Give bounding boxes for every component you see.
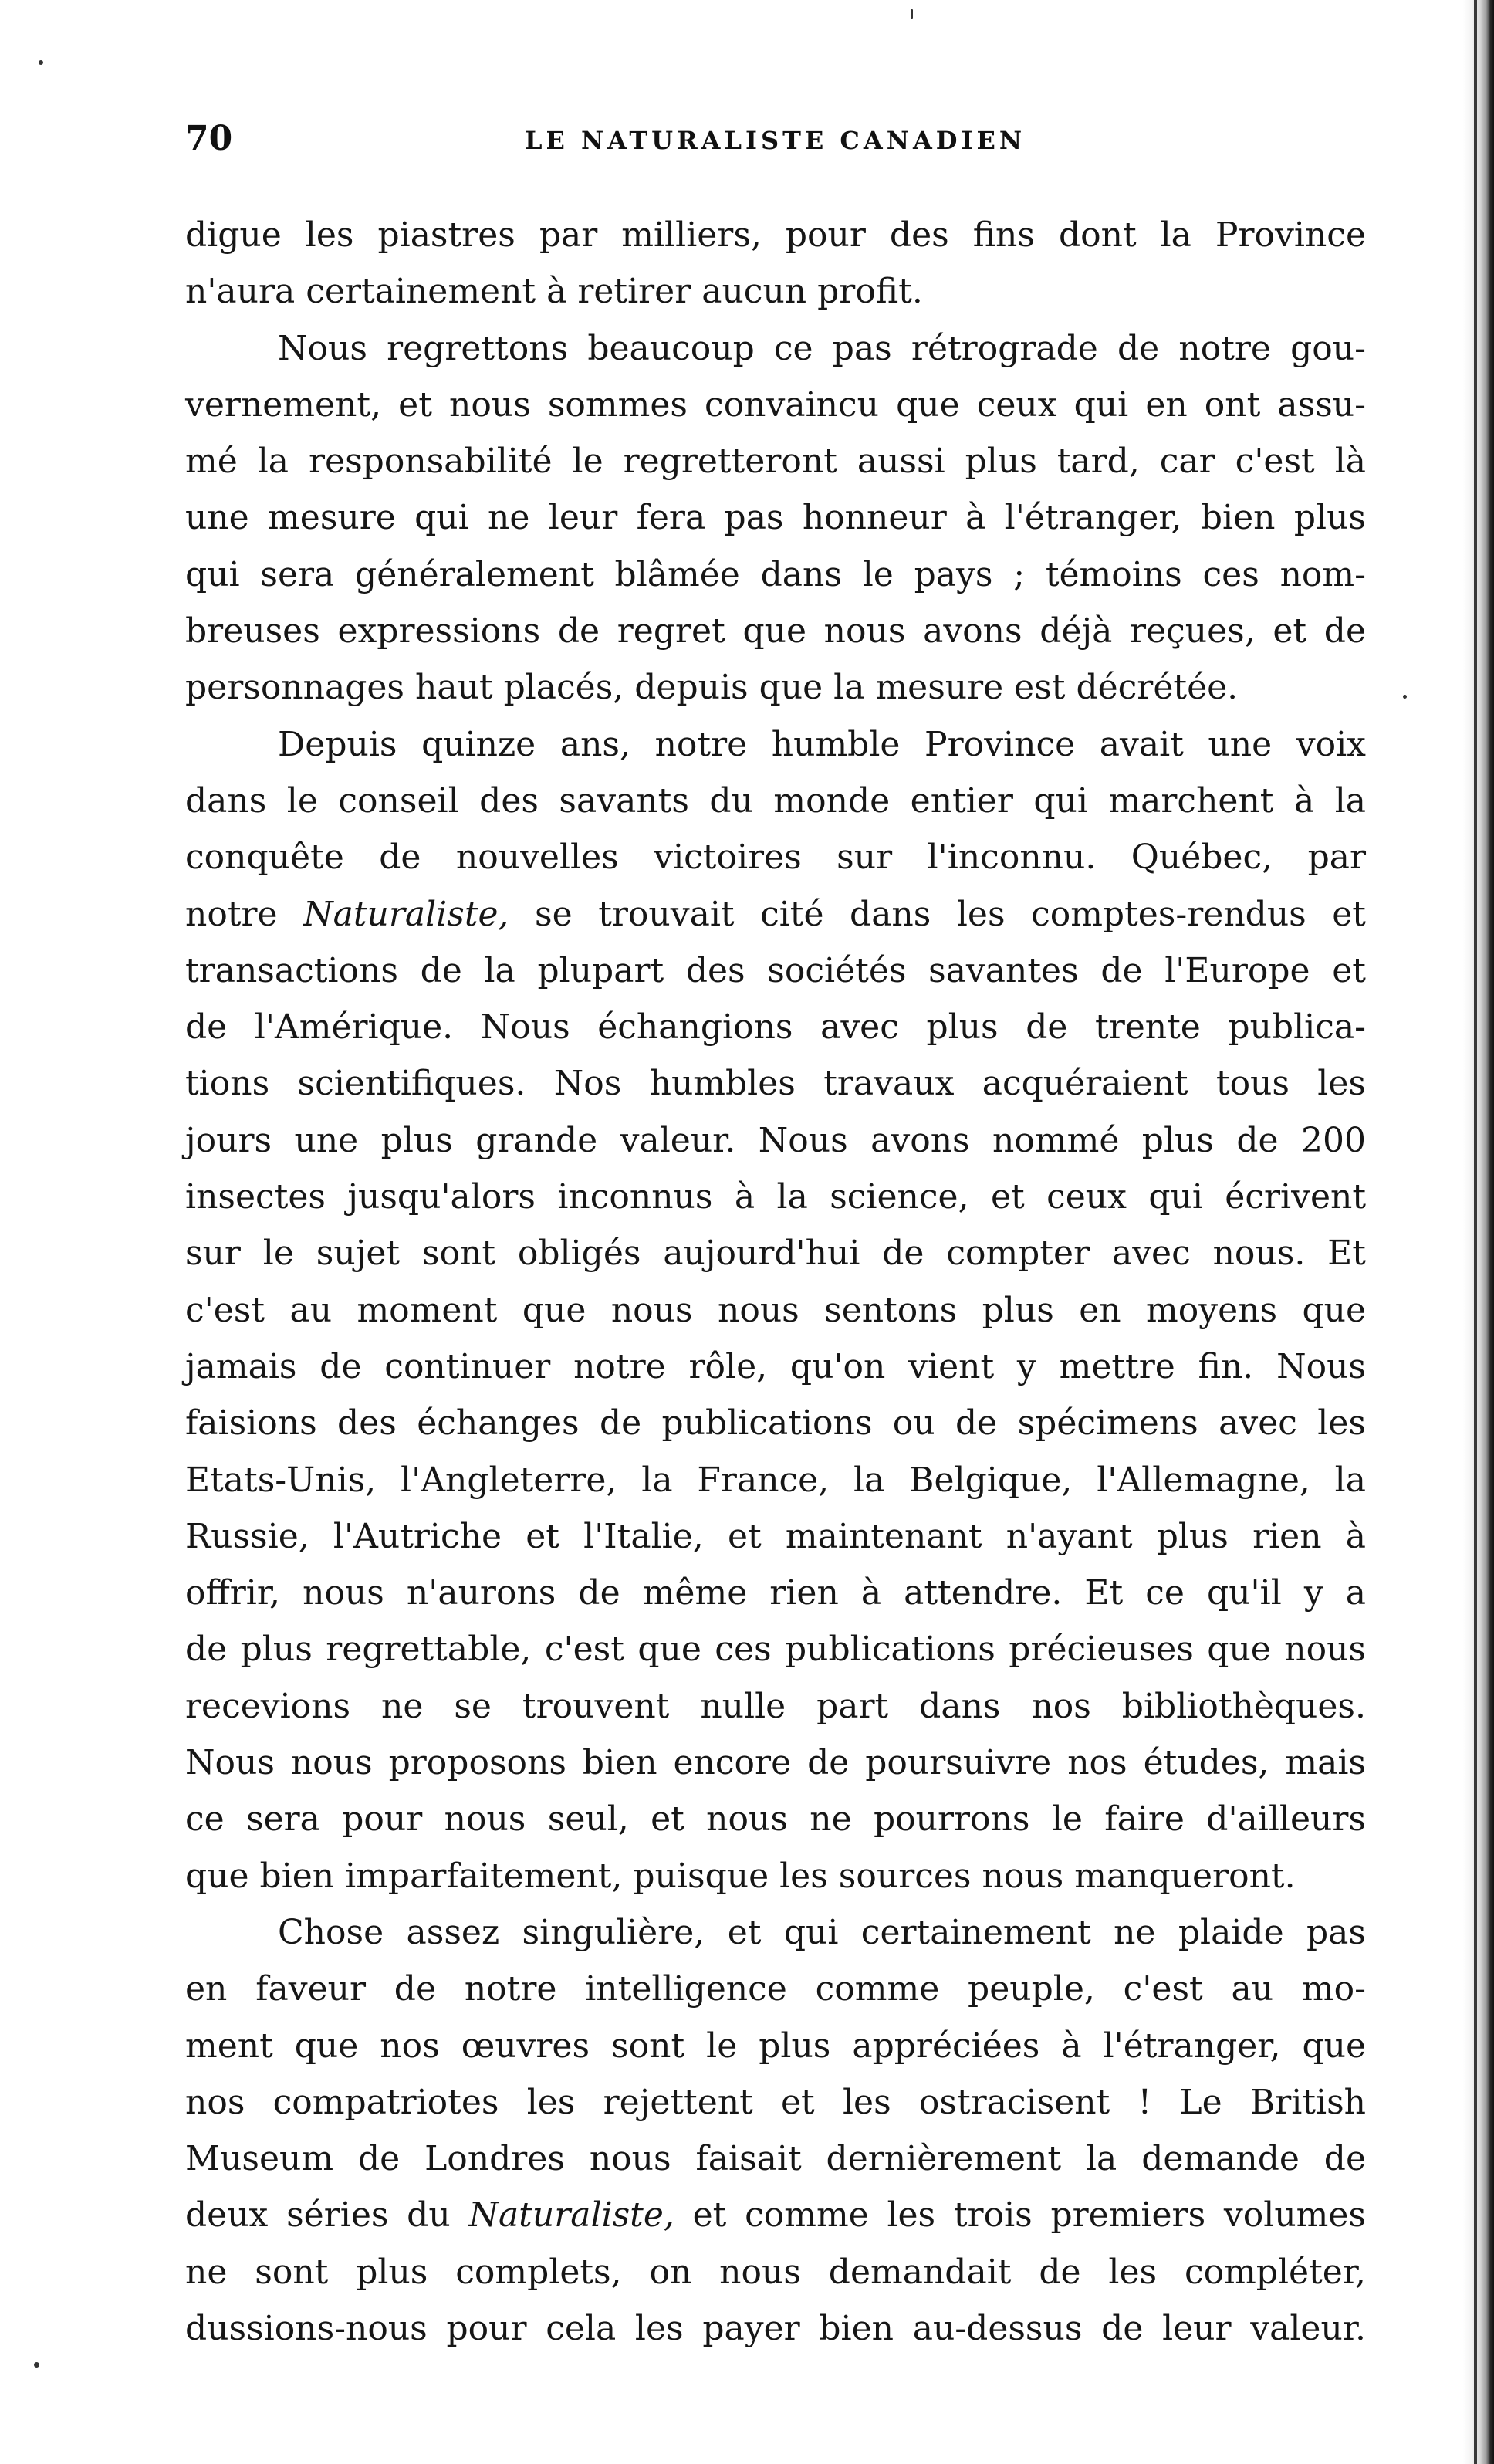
text-line: Nous regrettons beaucoup ce pas rétrograde de notre gou- (278, 328, 1366, 368)
scan-speck (911, 9, 913, 19)
text-line: offrir, nous n'aurons de même rien à attendre. Et ce qu'il y a (185, 1573, 1366, 1613)
text-line: dussions-nous pour cela les payer bien au-dessus de leur valeur. (185, 2308, 1366, 2348)
text-line: Russie, l'Autriche et l'Italie, et maintenant n'ayant plus rien à (185, 1516, 1366, 1556)
text-line: faisions des échanges de publications ou de spécimens avec les (185, 1403, 1366, 1444)
text-line: Museum de Londres nous faisait dernièrement la demande de (185, 2139, 1366, 2179)
text-line: n'aura certainement à retirer aucun profit. (185, 272, 923, 312)
text-line: sur le sujet sont obligés aujourd'hui de compter avec nous. Et (185, 1234, 1366, 1274)
body-text (185, 207, 1366, 2357)
text-line: insectes jusqu'alors inconnus à la science, et ceux qui écrivent (185, 1177, 1366, 1217)
text-line: vernement, et nous sommes convaincu que ceux qui en ont assu- (185, 384, 1366, 425)
text-line: ne sont plus complets, on nous demandait de les compléter, (185, 2252, 1366, 2292)
text-line: Nous nous proposons bien encore de poursuivre nos études, mais (185, 1743, 1366, 1783)
text-line: Depuis quinze ans, notre humble Province avait une voix (278, 724, 1366, 764)
page-number: 70 (185, 119, 233, 158)
text-line: breuses expressions de regret que nous avons déjà reçues, et de (185, 611, 1366, 652)
binding-line (1474, 0, 1477, 2464)
text-line: de l'Amérique. Nous échangions avec plus de trente publica- (185, 1007, 1366, 1048)
scan-speck (39, 60, 43, 65)
text-line: dans le conseil des savants du monde entier qui marchent à la (185, 780, 1366, 821)
binding-edge (1463, 0, 1494, 2464)
running-head: LE NATURALISTE CANADIEN (525, 126, 1026, 155)
text-line: une mesure qui ne leur fera pas honneur à l'étranger, bien plus (185, 498, 1366, 538)
text-line: jours une plus grande valeur. Nous avons nommé plus de 200 (185, 1120, 1366, 1160)
text-line: en faveur de notre intelligence comme peuple, c'est au mo- (185, 1969, 1366, 2009)
text-line: conquête de nouvelles victoires sur l'inconnu. Québec, par (185, 838, 1366, 878)
text-line: que bien imparfaitement, puisque les sources nous manqueront. (185, 1856, 1296, 1896)
text-line: mé la responsabilité le regretteront aussi plus tard, car c'est là (185, 442, 1366, 482)
text-line: Chose assez singulière, et qui certainement ne plaide pas (278, 1912, 1366, 1952)
text-line: jamais de continuer notre rôle, qu'on vient y mettre fin. Nous (185, 1346, 1366, 1386)
text-line: deux séries du Naturaliste, et comme les trois premiers volumes (185, 2195, 1367, 2236)
text-line: ment que nos œuvres sont le plus appréciées à l'étranger, que (185, 2026, 1366, 2066)
text-line: tions scientifiques. Nos humbles travaux acquéraient tous les (185, 1064, 1366, 1104)
text-line: personnages haut placés, depuis que la mesure est décrétée. (185, 668, 1239, 708)
text-line: c'est au moment que nous nous sentons plus en moyens que (185, 1290, 1366, 1330)
text-line: transactions de la plupart des sociétés savantes de l'Europe et (185, 950, 1366, 990)
text-line: Etats-Unis, l'Angleterre, la France, la Belgique, l'Allemagne, la (185, 1460, 1366, 1500)
page-header (185, 116, 1358, 162)
text-line: recevions ne se trouvent nulle part dans nos bibliothèques. (185, 1686, 1366, 1726)
text-line: notre Naturaliste, se trouvait cité dans les comptes-rendus et (185, 894, 1366, 934)
text-line: qui sera généralement blâmée dans le pays ; témoins ces nom- (185, 554, 1366, 594)
scan-speck (34, 2362, 39, 2368)
text-line: digue les piastres par milliers, pour des fins dont la Province (185, 215, 1366, 255)
text-line: de plus regrettable, c'est que ces publications précieuses que nous (185, 1630, 1366, 1670)
scan-speck (1403, 695, 1407, 699)
text-line: nos compatriotes les rejettent et les ostracisent ! Le British (185, 2082, 1366, 2122)
text-line: ce sera pour nous seul, et nous ne pourrons le faire d'ailleurs (185, 1799, 1366, 1840)
